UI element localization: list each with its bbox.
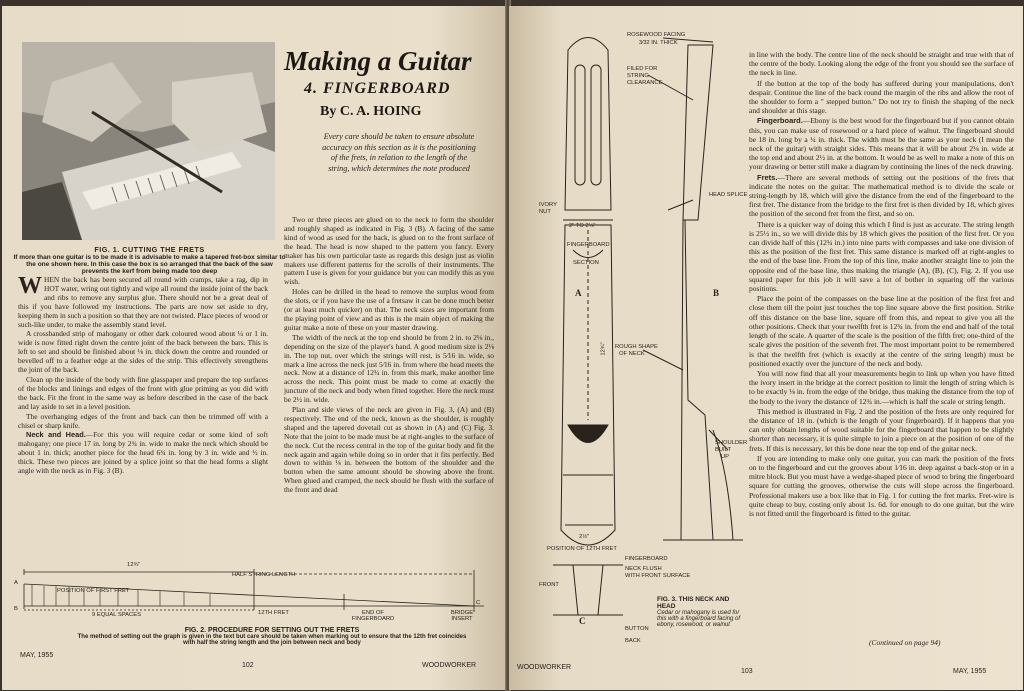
paragraph: —For this you will require cedar or some kind of soft mahogany; one piece 17 in. long by 2¾ in. wide to make the neck which should be about 1 in. thick; another piece for the head 6¾ in. long by 3 in. wide and ½ in. thick. These two pieces are joined by a splice joint so that the head forms a slight angle with the neck as in Fig. 3 (B). — [18, 430, 268, 476]
fig3-back-label: BACK — [625, 638, 641, 644]
fig3-flush-label: NECK FLUSH — [625, 566, 662, 572]
paragraph: This method is illustrated in Fig. 2 and the position of the frets are only required for the distance of 18 in. (which is the length of your fingerboard). If it happens that you can only obtain lengths of wood suitable for the fingerboard that happen to be slightly shorter than necessary, it is quite simple to join a piece on at the position of one of the frets. If this is necessary, let this be done near the top end of the guitar neck. — [749, 406, 1014, 453]
fig1-caption — [12, 245, 287, 275]
paragraph: A crossbanded strip of mahogany or other dark coloured wood about ¼ or 1 in. wide is now fitted right down the centre joint of the back between the bars. This is left to set and should be finished about ⅛ in. thick down the centre and rounded or bevelled off to a feather edge at the sides of the strip. This effectively strengthens the joint of the back. — [18, 329, 268, 375]
fig3-dim-12: 12¾" — [600, 342, 607, 356]
fig2-label-half: HALF STRING LENGTH — [232, 572, 296, 578]
paragraph: There is a quicker way of doing this which I find is just as accurate. The string length is 25½ in., so we will divide this by 18 which gives the position of the first fret. Or you can divide half of this (12¾ in.) into nine parts with compasses and take one division of this as the position of the first fret. This same distance is marked off at right-angles to the end of the base line. From the top of this line, make another straight line to join the opposite end of the base line, thus making the triangle (A), (B), (C), Fig. 2. If you use squared paper for this job it will save a lot of bother in squaring off the various positions. — [749, 219, 1014, 294]
fret-cutting-illustration — [22, 42, 275, 240]
paragraph: Clean up the inside of the body with fine glasspaper and prepare the top surfaces of the blocks and linings and edges of the front with glue priming as you did with the back. Fit the front in the same way as before described in the case of the back and lay aside to set in a level position. — [18, 374, 268, 411]
fig1-title: FIG. 1. CUTTING THE FRETS — [94, 245, 205, 254]
article-title: Making a Guitar — [284, 46, 472, 76]
fig2-label-12: 12¾" — [127, 562, 141, 568]
fig3-flush-label-2: WITH FRONT SURFACE — [625, 573, 691, 579]
fig3-filed-label-3: CLEARANCE — [627, 80, 663, 86]
fig3-front-label: FRONT — [539, 582, 559, 588]
fig2-caption-text: The method of setting out the graph is given in the text but care should be taken when marking out to ensure that the 12th fret coincides with half the string length and the join between neck and body — [77, 634, 467, 646]
fig3-filed-label: FILED FOR — [627, 66, 658, 72]
left-column-2 — [284, 216, 494, 496]
fig1-caption-text: If more than one guitar is to be made it is advisable to make a tapered fret-box similar to the one shown here. In this case the box is so arranged that the back of the saw prevents the kerf from being made too deep — [13, 254, 286, 275]
fig3-built-label: BUILT — [715, 447, 731, 453]
fig3-caption-text: Cedar or mahogany is used for this with a fingerboard facing of ebony, rosewood, or walnut — [657, 610, 741, 628]
fig3-pos12-label: POSITION OF 12TH FRET — [547, 546, 617, 552]
fig3-button-label: BUTTON — [625, 626, 649, 632]
fig3-fingerboard-label: FINGERBOARD — [567, 242, 610, 248]
footer-magazine: WOODWORKER — [422, 662, 477, 669]
paragraph: —There are several methods of setting out the positions of the frets that indicate the notes on the guitar. The mathematical method is to divide the scale or string-length by 18, which will give the distance from the end of the fingerboard to the first fret. The distance from the bridge to the first fret is then divided by 18, which gives the position of the second fret from the first, and so on. — [749, 172, 1014, 219]
fig3-width-top: 2" TO 2⅛" — [569, 223, 596, 229]
fig3-nut-label: NUT — [539, 209, 551, 215]
fig3-fingerboard-2: FINGERBOARD — [625, 556, 668, 562]
continued-note: (Continued on page 94) — [869, 638, 941, 647]
fig3-dim-2half: 2½" — [579, 534, 590, 540]
fig2-label-bridge: BRIDGE INSERT — [450, 610, 474, 622]
fig2-caption — [72, 627, 472, 646]
paragraph: If you are intending to make only one guitar, you can mark the position of the frets on to the fingerboard and cut the grooves about 1⁄16 in. deep against a back-stop or in a mitre block. But you must have a wedge-shaped piece of wood to bring the fingerboard square for cutting the grooves, otherwise the cuts will slope across the fingerboard. Professional makers use a box like that in Fig. 1 for cutting the fret marks. Fret-wire is quite cheap to buy, costing only about 1s. 6d. for enough to do one guitar, but the wire is not fitted until the fingerboard is fitted to the guitar. — [749, 453, 1014, 518]
article-subtitle: 4. FINGERBOARD — [304, 80, 451, 97]
paragraph: The width of the neck at the top end should be from 2 in. to 2⅛ in., depending on the size of the player's hand. A good medium size is 2⅛ in. The top nut, over which the strings will rest, is 5⁄16 in. wide, so mark a line across the neck just 5⁄16 in. from where the head meets the neck. Now at a distance of 12¾ in. from this mark, make another line across the neck. This point must be made to come at exactly the juncture of the neck and body when fitted together. Here the neck must be 2½ in. wide. — [284, 332, 494, 405]
left-column-1 — [18, 273, 268, 477]
article-intro: Every care should be taken to ensure absolute accuracy on this section as it is the positioning of the frets, in relation to the length of the string, which determines the note produced — [322, 132, 476, 173]
fig3-label-b: B — [713, 288, 720, 298]
fig3-caption — [657, 596, 747, 628]
subheading-frets: Frets. — [757, 172, 778, 182]
fig3-section-label: SECTION — [573, 260, 599, 266]
fig3-label-a: A — [575, 288, 582, 298]
fig2-label-c: C — [476, 600, 481, 606]
fig3-label-c: C — [579, 616, 586, 626]
fig1-photo — [22, 42, 275, 240]
right-page — [509, 6, 1023, 690]
fig2-label-equal: 9 EQUAL SPACES — [92, 612, 141, 618]
footer-page-number-right: 103 — [741, 668, 753, 675]
article-byline: By C. A. HOING — [320, 104, 422, 119]
fig2-label-a: A — [14, 580, 18, 586]
paragraph: Plan and side views of the neck are given in Fig. 3, (A) and (B) respectively. The end of the neck, known as the shoulder, is roughly shaped and the tapered dovetail cut as shown in (A) and (C) Fig. 3. Note that the joint to be made must be at right-angles to the surface of the neck. Cut the recess central in the top of the guitar body and fit the neck again and again while doing so in order that it fits perfectly. Bed down to within ⅛ in. between the bottom of the shoulder and the button when the same amount should be showing above the front. When glued and cramped, the neck should be flush with the surface of the front and dead — [284, 405, 494, 495]
fig3-up-label: UP — [721, 454, 730, 460]
fig3-title: FIG. 3. THIS NECK AND HEAD — [657, 596, 730, 610]
fig3-ivory-label: IVORY — [539, 202, 557, 208]
fig3-filed-label-2: STRING — [627, 73, 649, 79]
fig3-rosewood-thick: 3⁄32 IN. THICK — [639, 40, 678, 46]
paragraph: in line with the body. The centre line of the neck should be straight and true with that of the centre of the body. Looking along the edge of the front you should see the surface of the neck in line. — [749, 50, 1014, 78]
drop-cap: W — [18, 273, 42, 299]
left-page — [2, 6, 507, 690]
paragraph: Holes can be drilled in the head to remove the surplus wood from the slots, or if you have the use of a fretsaw it can be done much better (or at least much quicker) on that. The neck sizes are important from the playing point of view and as this is the main object of making the guitar make a note of these on your master drawing. — [284, 287, 494, 332]
paragraph: You will now find that all your measurements begin to link up when you have fitted the ivory insert in the bridge at the correct position to limit the length of string which is to be exactly ⅛ in. from the edge of the bridge, thus making the distance from the top of the body to the ivory the distance of 12¾ in.—which is half the scale or string length. — [749, 368, 1014, 406]
fig2-label-12th: 12TH FRET — [258, 610, 289, 616]
fig3-shoulder-label: SHOULDER — [715, 440, 748, 446]
footer-magazine-right: WOODWORKER — [517, 664, 572, 671]
fig3-rosewood-label: ROSEWOOD FACING — [627, 32, 686, 38]
paragraph: —Ebony is the best wood for the fingerboard but if you cannot obtain this, you can make use of rosewood or a hard piece of walnut. The fingerboard should be 18 in. long by a ¼ in. thick. The width must be the same as your neck (I mean the neck of the guitar) with straight sides. This means that it will be about 2⅛ in. wide at the top end and about 2½ in. at the bottom. It would be as well to make a note of this on your drawing or better still make a diagram by continuing the lines of the neck drawing. — [749, 116, 1014, 172]
fig2-title: FIG. 2. PROCEDURE FOR SETTING OUT THE FRETS — [184, 627, 360, 634]
paragraph: Place the point of the compasses on the base line at the position of the first fret and close them till the point just touches the top line square above the first position. Strike off this distance on the base line, square off from this, and repeat to give you all the other positions. Check that your twelfth fret is 12¾ in. from the end and half of the total length of the scale. A quarter of the scale is the position of the fifth fret; one-third of the scale gives the position of the seventh fret. The most important point to be remembered is that the twelfth fret (which is exactly at the centre of the string length) must be positioned exactly over the juncture of the neck and body. — [749, 294, 1014, 368]
fig2-label-first-fret: POSITION OF FIRST FRET — [57, 588, 130, 594]
footer-date: MAY, 1955 — [20, 652, 54, 659]
paragraph: The overhanging edges of the front and back can then be trimmed off with a chisel or sharp knife. — [18, 411, 268, 430]
subheading-neck-head: Neck and Head. — [26, 430, 86, 440]
fig3-diagram — [513, 20, 743, 620]
fig2-label-b: B — [14, 606, 18, 612]
paragraph: Two or three pieces are glued on to the neck to form the shoulder and roughly shaped as indicated in Fig. 3 (B). A facing of the same kind of wood as used for the back, is glued on to the front surface of the head. The head is now shaped to the pattern you fancy. Every maker has his own particular taste as regards this design just as violin makers use different patterns for the scrolls of their instruments. The pattern I use is given for your guidance but you can modify this as you wish. — [284, 215, 494, 287]
fig3-rough-label-2: OF NECK — [619, 351, 645, 357]
footer-date-right: MAY, 1955 — [953, 668, 987, 675]
fig2-label-end: END OF FINGERBOARD — [351, 610, 395, 622]
right-column — [749, 50, 1014, 519]
subheading-fingerboard: Fingerboard. — [757, 116, 803, 126]
footer-page-number: 102 — [242, 662, 254, 669]
fig3-rough-label: ROUGH SHAPE — [615, 344, 658, 350]
fig3-head-splice: HEAD SPLICE — [709, 192, 748, 198]
paragraph: HEN the back has been secured all round with cramps, take a rag, dip in HOT water, wring out tightly and wipe all round the inside joint of the back and ribs to remove any surplus glue. There should not be a great deal of this if you have followed my instructions. The parts are now set aside to dry, keeping them in such a position so that they are not twisted. Place pieces of wood or such-like under, to make the assembly stand level. — [18, 275, 268, 329]
paragraph: If the button at the top of the body has suffered during your manipulations, don't despair. Continue the line of the back round the margin of the ribs and allow the root of the shoulder to form a " stepped button." Do not try to finish the shaping of the neck and shoulder at this stage. — [749, 78, 1014, 116]
